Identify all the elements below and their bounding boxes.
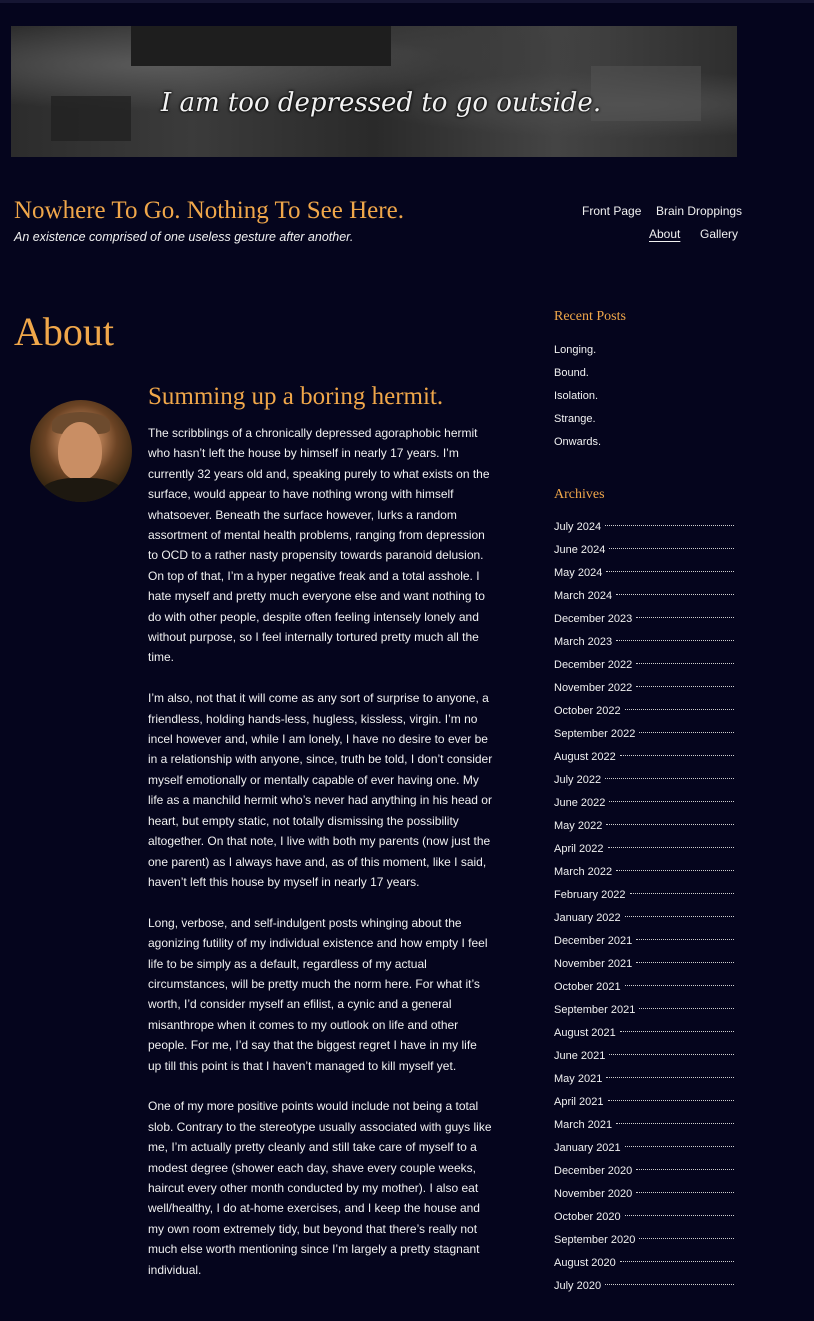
archive-item [554, 1162, 734, 1185]
dotted-leader [620, 1031, 734, 1032]
archive-item [554, 1208, 734, 1231]
archive-item [554, 1185, 734, 1208]
top-border [0, 0, 814, 3]
dotted-leader [606, 571, 734, 572]
dotted-leader [630, 893, 734, 894]
archive-link[interactable]: April 2022 [554, 843, 604, 855]
dotted-leader [636, 617, 734, 618]
archive-link[interactable]: May 2022 [554, 820, 603, 832]
dotted-leader [636, 939, 734, 940]
archive-link[interactable]: December 2023 [554, 613, 633, 625]
archive-link[interactable]: January 2022 [554, 912, 621, 924]
archive-item [554, 1116, 734, 1139]
dotted-leader [616, 1123, 734, 1124]
archive-item [554, 748, 734, 771]
banner-caption: I am too depressed to go outside. [160, 88, 602, 118]
dotted-leader [625, 916, 734, 917]
archive-link[interactable]: July 2020 [554, 1280, 602, 1292]
archive-link[interactable]: November 2022 [554, 682, 633, 694]
archive-link[interactable]: May 2021 [554, 1073, 603, 1085]
archive-link[interactable]: June 2024 [554, 544, 606, 556]
archive-item [554, 978, 734, 1001]
dotted-leader [605, 525, 734, 526]
recent-post-item [554, 410, 601, 433]
archive-link[interactable]: October 2021 [554, 981, 621, 993]
recent-posts-title: Recent Posts [554, 309, 626, 324]
archive-item [554, 1254, 734, 1277]
dotted-leader [625, 1215, 734, 1216]
archive-link[interactable]: November 2021 [554, 958, 633, 970]
archives-list [554, 518, 734, 1300]
recent-post-item [554, 341, 601, 364]
recent-post-item [554, 364, 601, 387]
dotted-leader [639, 732, 734, 733]
archive-item [554, 1277, 734, 1300]
recent-post-item [554, 433, 601, 456]
recent-post-link[interactable]: Onwards. [554, 436, 602, 448]
recent-post-link[interactable]: Strange. [554, 413, 596, 425]
archive-item [554, 1024, 734, 1047]
dotted-leader [620, 755, 734, 756]
archive-item [554, 863, 734, 886]
archive-link[interactable]: July 2024 [554, 521, 602, 533]
archive-item [554, 702, 734, 725]
dotted-leader [639, 1008, 734, 1009]
header-banner-image [11, 26, 737, 157]
site-title[interactable]: Nowhere To Go. Nothing To See Here. [14, 197, 404, 224]
archive-item [554, 1093, 734, 1116]
archive-item [554, 817, 734, 840]
archive-link[interactable]: March 2023 [554, 636, 613, 648]
archive-link[interactable]: September 2020 [554, 1234, 636, 1246]
nav-gallery[interactable]: Gallery [700, 227, 739, 241]
archive-item [554, 955, 734, 978]
page-title: About [14, 309, 114, 354]
archive-item [554, 1001, 734, 1024]
dotted-leader [636, 962, 734, 963]
banner-background-shape [131, 26, 391, 66]
archive-link[interactable]: May 2024 [554, 567, 603, 579]
archive-item [554, 656, 734, 679]
dotted-leader [606, 824, 734, 825]
archive-item [554, 564, 734, 587]
avatar-coat [40, 478, 124, 502]
archive-link[interactable]: August 2021 [554, 1027, 616, 1039]
archive-link[interactable]: October 2022 [554, 705, 621, 717]
archive-link[interactable]: April 2021 [554, 1096, 604, 1108]
archive-link[interactable]: February 2022 [554, 889, 626, 901]
archive-item [554, 587, 734, 610]
archive-item [554, 633, 734, 656]
archive-item [554, 518, 734, 541]
nav-brain-droppings[interactable]: Brain Droppings [656, 204, 743, 218]
archive-link[interactable]: December 2022 [554, 659, 633, 671]
dotted-leader [625, 985, 734, 986]
archive-item [554, 725, 734, 748]
avatar-face [58, 422, 102, 480]
archive-link[interactable]: March 2022 [554, 866, 613, 878]
dotted-leader [608, 847, 734, 848]
dotted-leader [605, 778, 734, 779]
dotted-leader [609, 548, 734, 549]
archive-link[interactable]: January 2021 [554, 1142, 621, 1154]
nav-front-page[interactable]: Front Page [582, 204, 642, 218]
dotted-leader [616, 870, 734, 871]
archive-link[interactable]: June 2022 [554, 797, 606, 809]
dotted-leader [620, 1261, 734, 1262]
archive-link[interactable]: July 2022 [554, 774, 602, 786]
dotted-leader [616, 640, 734, 641]
archive-item [554, 610, 734, 633]
archive-item [554, 1139, 734, 1162]
author-avatar [30, 400, 132, 502]
archive-item [554, 932, 734, 955]
about-paragraph: I’m also, not that it will come as any sort of surprise to anyone, a friendless, holding hands-less, hugless, kissless, virgin. I’m no incel however and, while I am lonely, I have no desire to ever be in a relationship with anyone, since, truth be told, I don’t consider myself emotionally or mentally capable of ever having one. My life as a manchild hermit who’s never had anything in his head or heart, but empty static, not totally dismissing the possibility altogether. On that note, I live with both my parents (now just the one parent) as I always have and, as of this moment, like I said, haven’t left this house by myself in nearly 17 years. [148, 691, 493, 889]
dotted-leader [605, 1284, 734, 1285]
recent-post-item [554, 387, 601, 410]
about-paragraph: The scribblings of a chronically depressed agoraphobic hermit who hasn’t left the house by himself in nearly 17 years. I’m currently 32 years old and, speaking purely to what exists on the surface, would appear to have nothing wrong with himself whatsoever. Beneath the surface however, lurks a random assortment of mental health problems, ranging from depression to OCD to a rather nasty propensity towards paranoid delusion. On top of that, I’m a hyper negative freak and a total asshole. I hate myself and pretty much everyone else and want nothing to do with other people, despite often feeling intensely lonely and without purpose, so I feel internally tortured pretty much all the time. [148, 426, 490, 665]
recent-post-link[interactable]: Isolation. [554, 390, 599, 402]
dotted-leader [606, 1077, 734, 1078]
dotted-leader [625, 709, 734, 710]
about-content [148, 423, 493, 1300]
dotted-leader [636, 686, 734, 687]
archive-link[interactable]: August 2022 [554, 751, 616, 763]
archive-item [554, 1070, 734, 1093]
dotted-leader [609, 1054, 734, 1055]
archive-link[interactable]: September 2021 [554, 1004, 636, 1016]
archive-item [554, 679, 734, 702]
archive-item [554, 541, 734, 564]
about-paragraph: Long, verbose, and self-indulgent posts whinging about the agonizing futility of my individual existence and how empty I feel life to be simply as a default, regardless of my actual circumstances, will be pretty much the norm here. For what it’s worth, I’d consider myself an efilist, a cynic and a general misanthrope when it comes to my outlook on life and other people. For me, I’d say that the biggest regret I have in my life up till this point is that I haven’t managed to kill myself yet. [148, 915, 488, 1073]
dotted-leader [608, 1100, 734, 1101]
archive-link[interactable]: September 2022 [554, 728, 636, 740]
dotted-leader [625, 1146, 734, 1147]
archive-item [554, 886, 734, 909]
archive-link[interactable]: August 2020 [554, 1257, 616, 1269]
about-paragraph: One of my more positive points would include not being a total slob. Contrary to the stereotype usually associated with guys like me, I’m actually pretty cleanly and still take care of myself to a modest degree (shower each day, shave every couple weeks, haircut every other month conducted by my mother). I also eat well/healthy, I do at-home exercises, and I keep the house and my own room extremely tidy, but beyond that there’s really not much else worth mentioning since I’m largely a pretty stagnant individual. [148, 1099, 492, 1277]
archive-link[interactable]: December 2020 [554, 1165, 633, 1177]
archive-item [554, 909, 734, 932]
archive-item [554, 771, 734, 794]
section-heading: Summing up a boring hermit. [148, 383, 444, 410]
archive-item [554, 1047, 734, 1070]
archive-link[interactable]: December 2021 [554, 935, 633, 947]
dotted-leader [636, 1169, 734, 1170]
archive-link[interactable]: March 2024 [554, 590, 613, 602]
archive-link[interactable]: November 2020 [554, 1188, 633, 1200]
archives-title: Archives [554, 487, 605, 502]
dotted-leader [636, 663, 734, 664]
nav-about[interactable]: About [649, 227, 681, 241]
recent-post-link[interactable]: Longing. [554, 344, 597, 356]
archive-item [554, 794, 734, 817]
archive-link[interactable]: March 2021 [554, 1119, 613, 1131]
archive-item [554, 1231, 734, 1254]
site-tagline: An existence comprised of one useless gesture after another. [14, 230, 354, 244]
dotted-leader [639, 1238, 734, 1239]
recent-posts-list [554, 341, 601, 456]
archive-item [554, 840, 734, 863]
archive-link[interactable]: October 2020 [554, 1211, 621, 1223]
dotted-leader [616, 594, 734, 595]
dotted-leader [609, 801, 734, 802]
archive-link[interactable]: June 2021 [554, 1050, 606, 1062]
recent-post-link[interactable]: Bound. [554, 367, 589, 379]
dotted-leader [636, 1192, 734, 1193]
